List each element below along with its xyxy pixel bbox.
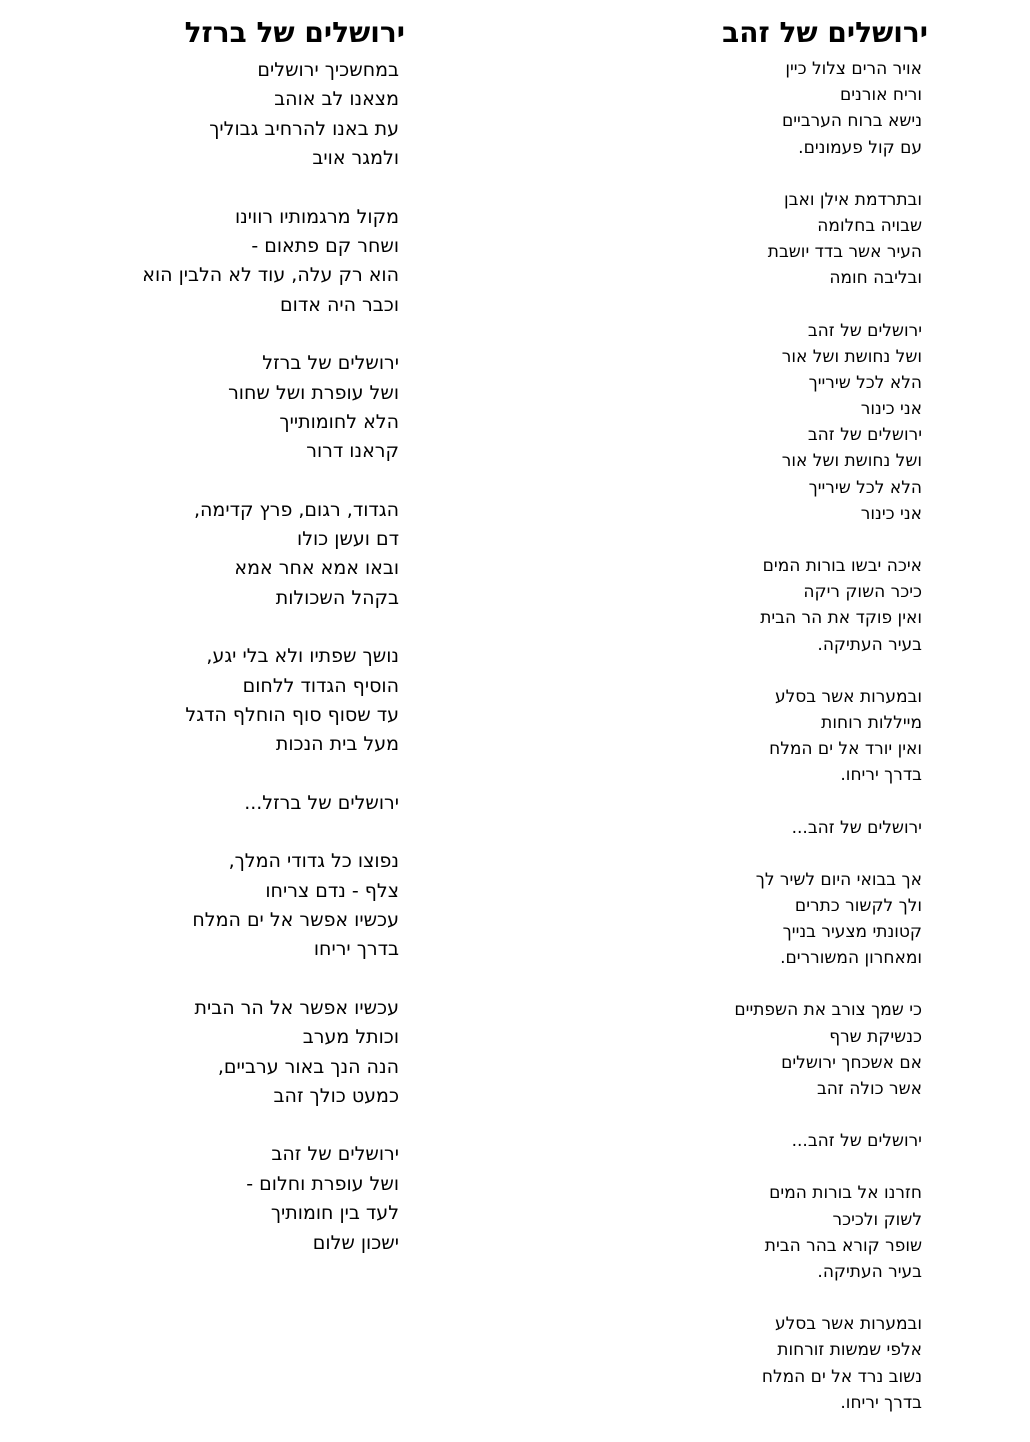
poem-line: נושך שפתיו ולא בלי יגע, <box>206 645 399 668</box>
poem-line: ירושלים של זהב <box>807 425 922 446</box>
poem-line: חזרנו אל בורות המים <box>769 1183 922 1204</box>
stanza <box>592 997 922 1102</box>
poem-line: ובאו אמא אחר אמא <box>234 557 399 580</box>
stanza-list <box>592 56 922 1416</box>
stanza <box>592 1311 922 1416</box>
poem-line: שבויה בחלומה <box>817 215 922 236</box>
poem-line: כי שמך צורב את השפתיים <box>734 1000 922 1021</box>
poem-line: ושל נחושת ושל אור <box>781 346 922 367</box>
poem-line: ובמערות אשר בסלע <box>774 1314 922 1335</box>
poem-line: אני כינור <box>860 399 922 420</box>
stanza <box>592 684 922 789</box>
poem-line: ולך לקשור כתרים <box>794 895 922 916</box>
stanza <box>592 867 922 972</box>
poem-line: אך בבואי היום לשיר לך <box>755 869 922 890</box>
poem-line: קטונתי מצעיר בנייך <box>782 922 922 943</box>
stanza <box>592 815 922 841</box>
poem-line: ישכון שלום <box>312 1231 399 1254</box>
poem-line: עד שסוף סוף הוחלף הדגל <box>185 704 399 727</box>
poem-line: בדרך יריחו <box>313 938 399 961</box>
poem-line: ואין פוקד את הר הבית <box>760 608 922 629</box>
poem-line: הגדוד, רגום, פרץ קדימה, <box>193 498 399 521</box>
poem-line: נפוצו כל גדודי המלך, <box>228 850 399 873</box>
poem-line: ובתרדמת אילן ואבן <box>784 189 922 210</box>
poem-line: ירושלים של ברזל... <box>244 791 399 814</box>
poem-column-left <box>79 10 405 1287</box>
stanza <box>79 56 399 174</box>
poem-line: במחשכיך ירושלים <box>257 59 399 81</box>
poem-line: עם קול פעמונים. <box>798 137 922 158</box>
poem-line: קראנו דרור <box>306 440 399 463</box>
poem-line: דם ועשן כולו <box>297 528 399 551</box>
poem-line: עת באנו להרחיב גבוליך <box>209 117 399 140</box>
poem-line: ומאחרון המשוררים. <box>780 948 922 969</box>
stanza <box>592 318 922 528</box>
poem-line: בעיר העתיקה. <box>817 1261 922 1282</box>
stanza <box>79 349 399 467</box>
poem-line: ירושלים של זהב <box>807 320 922 341</box>
stanza <box>592 553 922 658</box>
stanza <box>592 187 922 292</box>
poem-line: הלא לכל שירייך <box>808 372 922 393</box>
stanza <box>79 1140 399 1258</box>
poem-line: עכשיו אפשר אל הר הבית <box>194 996 399 1019</box>
poem-line: ושחר קם פתאום - <box>251 234 399 257</box>
poem-line: כמעט כולך זהב <box>273 1084 399 1107</box>
poem-line: מקול מרגמותיו רווינו <box>234 205 399 228</box>
poem-line: אשר כולה זהב <box>816 1079 922 1099</box>
stanza-list <box>79 56 399 1258</box>
poem-line: ובליבה חומה <box>829 268 922 289</box>
poem-title-iron: ירושלים של ברזל <box>184 16 405 49</box>
stanza <box>592 56 922 161</box>
poem-line: ושל עופרת וחלום - <box>246 1172 399 1195</box>
stanza <box>79 994 399 1112</box>
poem-line: וכותל מערב <box>302 1026 399 1049</box>
poem-line: צלף - נדם צריחו <box>265 879 399 902</box>
poem-line: הלא לחומותייך <box>279 410 399 433</box>
poem-line: כנשיקת שרף <box>829 1026 922 1047</box>
poem-line: בקהל השכולות <box>275 586 399 609</box>
poem-line: עכשיו אפשר אל ים המלח <box>192 908 399 931</box>
poem-line: אויר הרים צלול כיין <box>785 59 922 79</box>
poem-line: לעד בין חומותיך <box>270 1202 399 1225</box>
poem-line: ירושלים של זהב... <box>791 817 922 838</box>
poem-line: ואין יורד אל ים המלח <box>769 739 922 760</box>
stanza <box>592 1128 922 1154</box>
poem-line: ירושלים של זהב... <box>791 1131 922 1152</box>
poem-line: אם אשכחך ירושלים <box>781 1052 922 1073</box>
poem-line: בדרך יריחו. <box>840 1392 922 1413</box>
stanza <box>79 789 399 818</box>
poem-line: כיכר השוק ריקה <box>803 582 922 603</box>
poem-column-right <box>592 10 928 1442</box>
poem-line: הלא לכל שירייך <box>808 477 922 498</box>
poem-line: ובמערות אשר בסלע <box>774 686 922 707</box>
poem-line: איכה יבשו בורות המים <box>762 556 922 576</box>
poem-line: ושל עופרת ושל שחור <box>228 381 399 404</box>
poem-line: הנה הנך באור ערביים, <box>217 1055 399 1078</box>
poem-line: ולמגר אויב <box>312 147 399 170</box>
poem-line: נישא ברוח הערביים <box>781 111 922 132</box>
poem-line: לשוק ולכיכר <box>832 1209 922 1230</box>
stanza <box>79 496 399 614</box>
poem-line: בעיר העתיקה. <box>817 634 922 655</box>
stanza <box>79 642 399 760</box>
poem-line: מצאנו לב אוהב <box>274 88 399 111</box>
poem-line: שופר קורא בהר הבית <box>764 1235 922 1256</box>
poem-line: ירושלים של זהב <box>271 1143 399 1166</box>
poem-line: נשוב נרד אל ים המלח <box>761 1366 922 1387</box>
poem-title-gold: ירושלים של זהב <box>722 16 928 49</box>
poem-line: הוא רק עלה, עוד לא הלבין הוא <box>142 264 399 287</box>
poem-line: מעל בית הנכות <box>275 733 399 756</box>
poem-line: אלפי שמשות זורחות <box>777 1340 922 1361</box>
stanza <box>79 847 399 965</box>
poem-line: וכבר היה אדום <box>280 293 399 316</box>
poem-line: אני כינור <box>860 503 922 524</box>
poem-line: בדרך יריחו. <box>840 765 922 786</box>
poem-line: מייללות רוחות <box>821 712 922 733</box>
poem-line: הוסיף הגדוד ללחום <box>242 674 399 697</box>
poem-line: העיר אשר בדד יושבת <box>767 242 922 263</box>
poem-line: ירושלים של ברזל <box>262 352 399 375</box>
stanza <box>592 1180 922 1285</box>
poem-line: ושל נחושת ושל אור <box>781 451 922 472</box>
stanza <box>79 203 399 321</box>
poem-line: וריח אורנים <box>839 85 922 106</box>
